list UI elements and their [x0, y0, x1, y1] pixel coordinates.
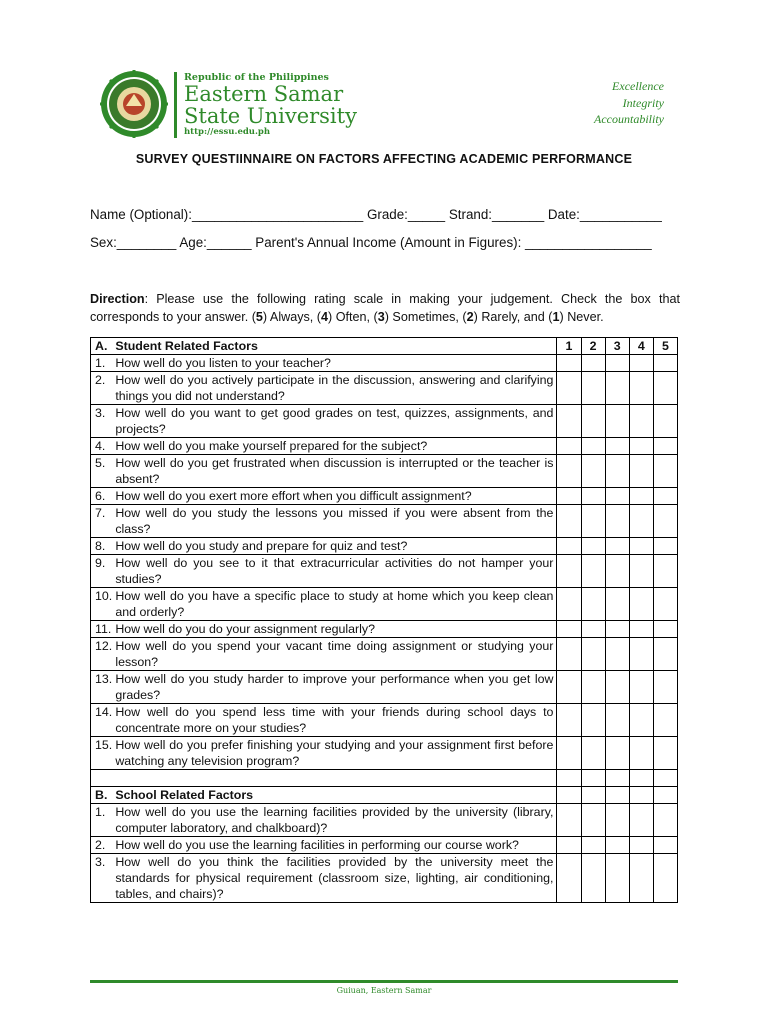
question-text: How well do you listen to your teacher?	[112, 355, 557, 372]
section-a-q2-rating-box-5[interactable]	[653, 372, 677, 405]
section-a-q3-rating-box-5[interactable]	[653, 405, 677, 438]
section-header-row	[91, 338, 678, 355]
section-a-q5-rating-box-1[interactable]	[557, 455, 581, 488]
section-a-q10-rating-box-2[interactable]	[581, 588, 605, 621]
section-header-row	[91, 787, 678, 804]
section-b-q3-rating-box-4[interactable]	[629, 854, 653, 903]
letterhead-divider	[174, 72, 177, 138]
scale-3: 3	[377, 310, 385, 324]
university-url: http://essu.edu.ph	[184, 127, 271, 137]
spacer-box	[557, 770, 581, 787]
rating-header-5: 5	[653, 338, 677, 355]
question-text: How well do you see to it that extracurricular activities do not hamper your studies?	[112, 555, 557, 588]
scale-4: 4	[321, 310, 329, 324]
section-b-q2-rating-box-4[interactable]	[629, 837, 653, 854]
scale-5-word: ) Always, (	[262, 310, 322, 324]
section-a-q7-rating-box-3[interactable]	[605, 505, 629, 538]
section-a-q15-rating-box-5[interactable]	[653, 737, 677, 770]
spacer-box	[653, 770, 677, 787]
section-a-q11-rating-box-4[interactable]	[629, 621, 653, 638]
motto	[594, 78, 664, 128]
section-a-q6-rating-box-1[interactable]	[557, 488, 581, 505]
question-text: How well do you think the facilities provided by the university meet the standards for physical requirement (classroom size, lighting, air conditioning, tables, and chairs)?	[112, 854, 557, 903]
question-text: How well do you do your assignment regularly?	[112, 621, 557, 638]
scale-2: 2	[466, 310, 474, 324]
footer-location: Guiuan, Eastern Samar	[336, 986, 432, 995]
letterhead	[92, 64, 680, 142]
question-row	[91, 588, 678, 621]
direction-text: : Please use the following rating scale in making your judgement. Check the box that corresponds to your answer. (	[90, 292, 680, 324]
section-letter: A.	[91, 338, 113, 355]
section-a-q9-rating-box-5[interactable]	[653, 555, 677, 588]
section-a-q9-rating-box-3[interactable]	[605, 555, 629, 588]
spacer-box	[605, 770, 629, 787]
question-text: How well do you use the learning facilities provided by the university (library, computer laboratory, and chalkboard)?	[112, 804, 557, 837]
rating-header-1: 1	[557, 338, 581, 355]
scale-3-word: ) Sometimes, (	[384, 310, 467, 324]
section-a-q10-rating-box-1[interactable]	[557, 588, 581, 621]
section-title: School Related Factors	[112, 787, 557, 804]
section-a-q11-rating-box-3[interactable]	[605, 621, 629, 638]
section-b-q1-rating-box-2[interactable]	[581, 804, 605, 837]
question-number: 1.	[91, 355, 113, 372]
scale-2-word: ) Rarely, and (	[473, 310, 553, 324]
section-a-q4-rating-box-3[interactable]	[605, 438, 629, 455]
section-b-q2-rating-box-1[interactable]	[557, 837, 581, 854]
question-number: 11.	[91, 621, 113, 638]
section-b-q3-rating-box-2[interactable]	[581, 854, 605, 903]
question-text: How well do you want to get good grades on test, quizzes, assignments, and projects?	[112, 405, 557, 438]
section-a-q14-rating-box-5[interactable]	[653, 704, 677, 737]
section-a-q8-rating-box-4[interactable]	[629, 538, 653, 555]
question-number: 3.	[91, 405, 113, 438]
section-a-q14-rating-box-4[interactable]	[629, 704, 653, 737]
question-number: 15.	[91, 737, 113, 770]
question-number: 7.	[91, 505, 113, 538]
question-number: 12.	[91, 638, 113, 671]
section-b-header-rating-box-2[interactable]	[581, 787, 605, 804]
question-row	[91, 355, 678, 372]
question-number: 8.	[91, 538, 113, 555]
section-a-q9-rating-box-4[interactable]	[629, 555, 653, 588]
question-number: 1.	[91, 804, 113, 837]
section-a-q3-rating-box-2[interactable]	[581, 405, 605, 438]
section-a-q4-rating-box-4[interactable]	[629, 438, 653, 455]
section-a-q13-rating-box-3[interactable]	[605, 671, 629, 704]
section-a-q12-rating-box-4[interactable]	[629, 638, 653, 671]
question-text: How well do you study and prepare for quiz and test?	[112, 538, 557, 555]
section-a-q1-rating-box-1[interactable]	[557, 355, 581, 372]
section-a-q7-rating-box-5[interactable]	[653, 505, 677, 538]
scale-1: 1	[552, 310, 560, 324]
section-a-q12-rating-box-2[interactable]	[581, 638, 605, 671]
section-a-q13-rating-box-4[interactable]	[629, 671, 653, 704]
question-number: 4.	[91, 438, 113, 455]
question-number: 6.	[91, 488, 113, 505]
respondent-fields-line2: Sex:________ Age:______ Parent's Annual Income (Amount in Figures): _________________	[90, 235, 652, 250]
section-a-q10-rating-box-5[interactable]	[653, 588, 677, 621]
question-row	[91, 488, 678, 505]
section-a-q6-rating-box-3[interactable]	[605, 488, 629, 505]
section-a-q14-rating-box-1[interactable]	[557, 704, 581, 737]
section-a-q2-rating-box-4[interactable]	[629, 372, 653, 405]
question-text: How well do you use the learning facilities in performing our course work?	[112, 837, 557, 854]
section-a-q5-rating-box-5[interactable]	[653, 455, 677, 488]
section-a-q15-rating-box-3[interactable]	[605, 737, 629, 770]
question-number: 13.	[91, 671, 113, 704]
section-a-q6-rating-box-4[interactable]	[629, 488, 653, 505]
section-a-q8-rating-box-3[interactable]	[605, 538, 629, 555]
question-text: How well do you have a specific place to study at home which you keep clean and orderly?	[112, 588, 557, 621]
section-a-q5-rating-box-4[interactable]	[629, 455, 653, 488]
question-row	[91, 837, 678, 854]
section-a-q14-rating-box-2[interactable]	[581, 704, 605, 737]
question-number: 14.	[91, 704, 113, 737]
section-a-q2-rating-box-3[interactable]	[605, 372, 629, 405]
question-row	[91, 372, 678, 405]
direction-paragraph	[90, 290, 680, 326]
spacer-box	[581, 770, 605, 787]
question-row	[91, 638, 678, 671]
question-text: How well do you get frustrated when discussion is interrupted or the teacher is absent?	[112, 455, 557, 488]
scale-1-word: ) Never.	[559, 310, 604, 324]
section-a-q6-rating-box-5[interactable]	[653, 488, 677, 505]
question-row	[91, 671, 678, 704]
section-b-q1-rating-box-5[interactable]	[653, 804, 677, 837]
section-a-q11-rating-box-2[interactable]	[581, 621, 605, 638]
question-number: 5.	[91, 455, 113, 488]
question-text: How well do you prefer finishing your studying and your assignment first before watching any television program?	[112, 737, 557, 770]
spacer-cell	[112, 770, 557, 787]
question-number: 2.	[91, 837, 113, 854]
spacer-cell	[91, 770, 113, 787]
survey-table	[90, 337, 678, 903]
section-a-q6-rating-box-2[interactable]	[581, 488, 605, 505]
section-a-q4-rating-box-2[interactable]	[581, 438, 605, 455]
question-number: 10.	[91, 588, 113, 621]
section-a-q12-rating-box-3[interactable]	[605, 638, 629, 671]
section-b-q2-rating-box-5[interactable]	[653, 837, 677, 854]
section-b-header-rating-box-5[interactable]	[653, 787, 677, 804]
section-a-q11-rating-box-5[interactable]	[653, 621, 677, 638]
section-a-q9-rating-box-2[interactable]	[581, 555, 605, 588]
university-name-block	[184, 72, 357, 137]
question-text: How well do you exert more effort when you difficult assignment?	[112, 488, 557, 505]
question-row	[91, 538, 678, 555]
section-a-q13-rating-box-5[interactable]	[653, 671, 677, 704]
question-number: 2.	[91, 372, 113, 405]
question-row	[91, 438, 678, 455]
question-text: How well do you spend less time with your friends during school days to concentrate more on your studies?	[112, 704, 557, 737]
section-a-q15-rating-box-4[interactable]	[629, 737, 653, 770]
motto-integrity: Integrity	[622, 95, 664, 110]
section-a-q3-rating-box-4[interactable]	[629, 405, 653, 438]
question-number: 9.	[91, 555, 113, 588]
scale-4-word: ) Often, (	[328, 310, 378, 324]
question-row	[91, 704, 678, 737]
section-b-q2-rating-box-2[interactable]	[581, 837, 605, 854]
question-row	[91, 804, 678, 837]
section-a-q9-rating-box-1[interactable]	[557, 555, 581, 588]
question-row	[91, 737, 678, 770]
section-a-q10-rating-box-4[interactable]	[629, 588, 653, 621]
question-text: How well do you study harder to improve your performance when you get low grades?	[112, 671, 557, 704]
section-a-q15-rating-box-2[interactable]	[581, 737, 605, 770]
motto-excellence: Excellence	[612, 79, 664, 93]
question-row	[91, 854, 678, 903]
university-seal-icon	[100, 70, 168, 138]
section-a-q7-rating-box-1[interactable]	[557, 505, 581, 538]
section-b-q3-rating-box-1[interactable]	[557, 854, 581, 903]
section-a-q8-rating-box-5[interactable]	[653, 538, 677, 555]
question-number: 3.	[91, 854, 113, 903]
section-b-q2-rating-box-3[interactable]	[605, 837, 629, 854]
footer-divider	[90, 980, 678, 983]
section-a-q4-rating-box-5[interactable]	[653, 438, 677, 455]
section-b-q1-rating-box-4[interactable]	[629, 804, 653, 837]
section-b-q3-rating-box-5[interactable]	[653, 854, 677, 903]
question-row	[91, 555, 678, 588]
section-a-q1-rating-box-3[interactable]	[605, 355, 629, 372]
question-text: How well do you make yourself prepared for the subject?	[112, 438, 557, 455]
section-b-header-rating-box-3[interactable]	[605, 787, 629, 804]
section-a-q3-rating-box-3[interactable]	[605, 405, 629, 438]
question-text: How well do you spend your vacant time doing assignment or studying your lesson?	[112, 638, 557, 671]
section-a-q8-rating-box-1[interactable]	[557, 538, 581, 555]
respondent-fields-line1: Name (Optional):_______________________ Grade:_____ Strand:_______ Date:___________	[90, 207, 662, 222]
section-b-q1-rating-box-1[interactable]	[557, 804, 581, 837]
section-a-q1-rating-box-2[interactable]	[581, 355, 605, 372]
question-text: How well do you actively participate in the discussion, answering and clarifying things you did not understand?	[112, 372, 557, 405]
section-a-q12-rating-box-1[interactable]	[557, 638, 581, 671]
republic-label: Republic of the Philippines	[184, 72, 329, 83]
section-a-q2-rating-box-1[interactable]	[557, 372, 581, 405]
section-title: Student Related Factors	[112, 338, 557, 355]
section-letter: B.	[91, 787, 113, 804]
section-a-q7-rating-box-4[interactable]	[629, 505, 653, 538]
section-a-q2-rating-box-2[interactable]	[581, 372, 605, 405]
rating-header-2: 2	[581, 338, 605, 355]
section-b-q3-rating-box-3[interactable]	[605, 854, 629, 903]
section-a-q8-rating-box-2[interactable]	[581, 538, 605, 555]
university-name-line1: Eastern Samar	[184, 82, 344, 106]
direction-label: Direction	[90, 292, 145, 306]
section-b-q1-rating-box-3[interactable]	[605, 804, 629, 837]
document-title: SURVEY QUESTIINNAIRE ON FACTORS AFFECTING ACADEMIC PERFORMANCE	[135, 152, 633, 166]
motto-accountability: Accountability	[594, 112, 664, 126]
section-a-q4-rating-box-1[interactable]	[557, 438, 581, 455]
section-a-q7-rating-box-2[interactable]	[581, 505, 605, 538]
section-a-q11-rating-box-1[interactable]	[557, 621, 581, 638]
question-text: How well do you study the lessons you missed if you were absent from the class?	[112, 505, 557, 538]
section-a-q5-rating-box-2[interactable]	[581, 455, 605, 488]
question-row	[91, 505, 678, 538]
section-a-q3-rating-box-1[interactable]	[557, 405, 581, 438]
rating-header-3: 3	[605, 338, 629, 355]
section-a-q10-rating-box-3[interactable]	[605, 588, 629, 621]
section-a-q14-rating-box-3[interactable]	[605, 704, 629, 737]
question-row	[91, 405, 678, 438]
section-a-q15-rating-box-1[interactable]	[557, 737, 581, 770]
section-a-q13-rating-box-1[interactable]	[557, 671, 581, 704]
section-a-q1-rating-box-4[interactable]	[629, 355, 653, 372]
section-a-q13-rating-box-2[interactable]	[581, 671, 605, 704]
question-row	[91, 621, 678, 638]
section-a-q1-rating-box-5[interactable]	[653, 355, 677, 372]
scale-5: 5	[255, 310, 263, 324]
university-name-line2: State University	[184, 104, 357, 128]
section-b-header-rating-box-1[interactable]	[557, 787, 581, 804]
section-b-header-rating-box-4[interactable]	[629, 787, 653, 804]
question-row	[91, 455, 678, 488]
spacer-row	[91, 770, 678, 787]
spacer-box	[629, 770, 653, 787]
rating-header-4: 4	[629, 338, 653, 355]
section-a-q12-rating-box-5[interactable]	[653, 638, 677, 671]
section-a-q5-rating-box-3[interactable]	[605, 455, 629, 488]
